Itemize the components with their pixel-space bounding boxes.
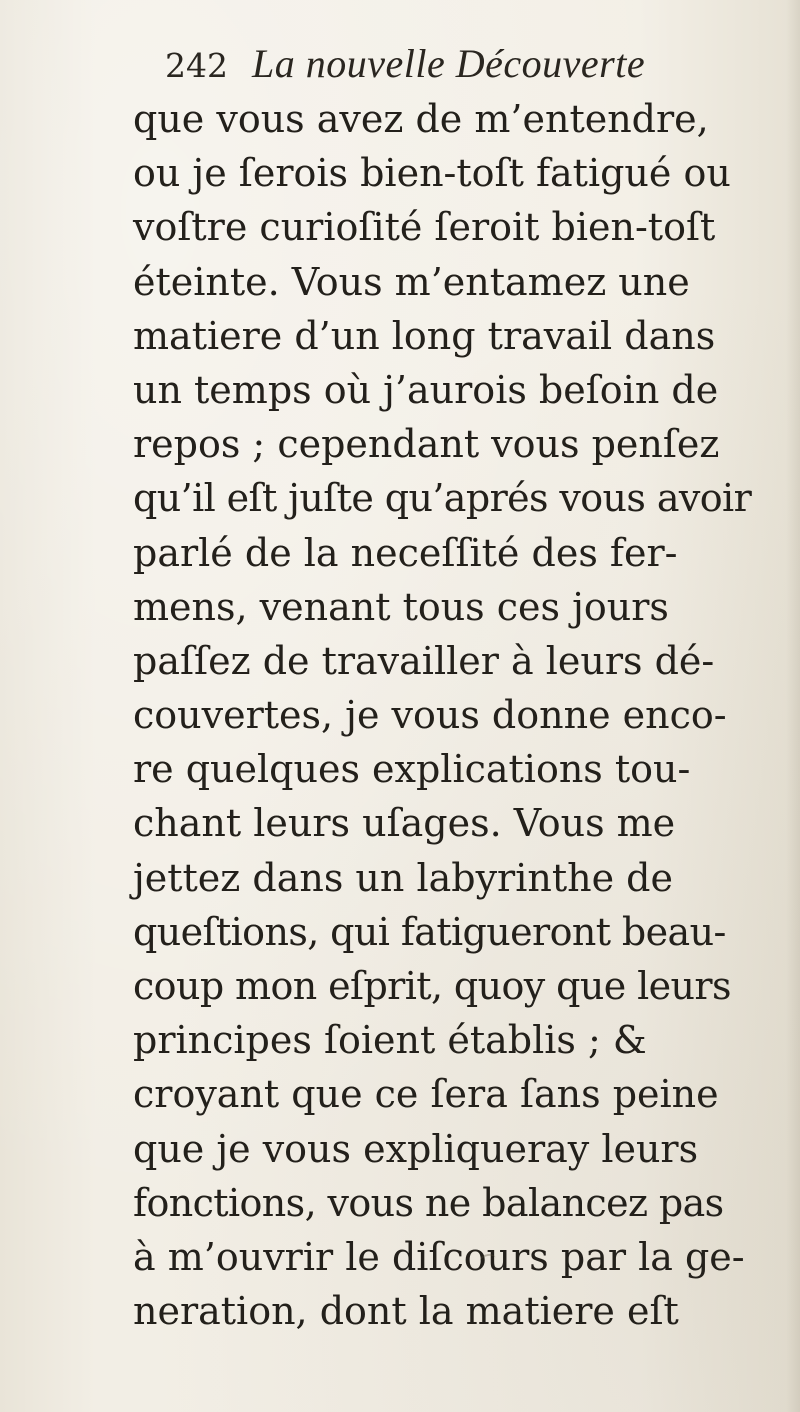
text-line: parlé de la neceſſité des fer- [133,530,678,575]
text-line: coup mon eſprit, quoy que leurs [133,964,731,1008]
body-text [133,92,793,1338]
text-line: paſſez de travailler à leurs dé- [133,638,715,683]
page-header [165,40,645,92]
text-line: que vous avez de m’entendre, [133,97,709,141]
text-line: re quelques explications tou- [133,747,691,792]
text-line: mens, venant tous ces jours [133,584,669,629]
text-line: que je vous expliqueray leurs [133,1126,699,1171]
text-line: queſtions, qui fatigueront beau- [133,909,726,954]
text-line: couvertes, je vous donne enco- [133,693,727,738]
text-line: principes ſoient établis ; & [133,1018,647,1063]
text-line: éteinte. Vous m’entamez une [133,259,690,304]
text-line: ou je ſerois bien-toſt fatigué ou [133,151,731,196]
text-line: jettez dans un labyrinthe de [133,855,673,900]
text-line: fonctions, vous ne balancez pas [133,1180,724,1225]
text-line: matiere d’un long travail dans [133,313,716,358]
text-line: qu’il eſt juſte qu’aprés vous avoir [133,476,752,521]
text-line: chant leurs uſages. Vous me [133,801,676,846]
text-line: neration, dont la matiere eſt [133,1289,679,1334]
text-line: voſtre curioſité ſeroit bien-toſt [133,205,716,250]
text-line: à m’ouvrir le diſcours par la ge- [133,1234,745,1279]
text-line: un temps où j’aurois beſoin de [133,367,719,412]
text-line: croyant que ce ſera ſans peine [133,1072,719,1117]
page-number: 242 [165,46,228,85]
text-line: repos ; cependant vous penſez [133,422,720,467]
running-title: La nouvelle Découverte [252,41,646,86]
